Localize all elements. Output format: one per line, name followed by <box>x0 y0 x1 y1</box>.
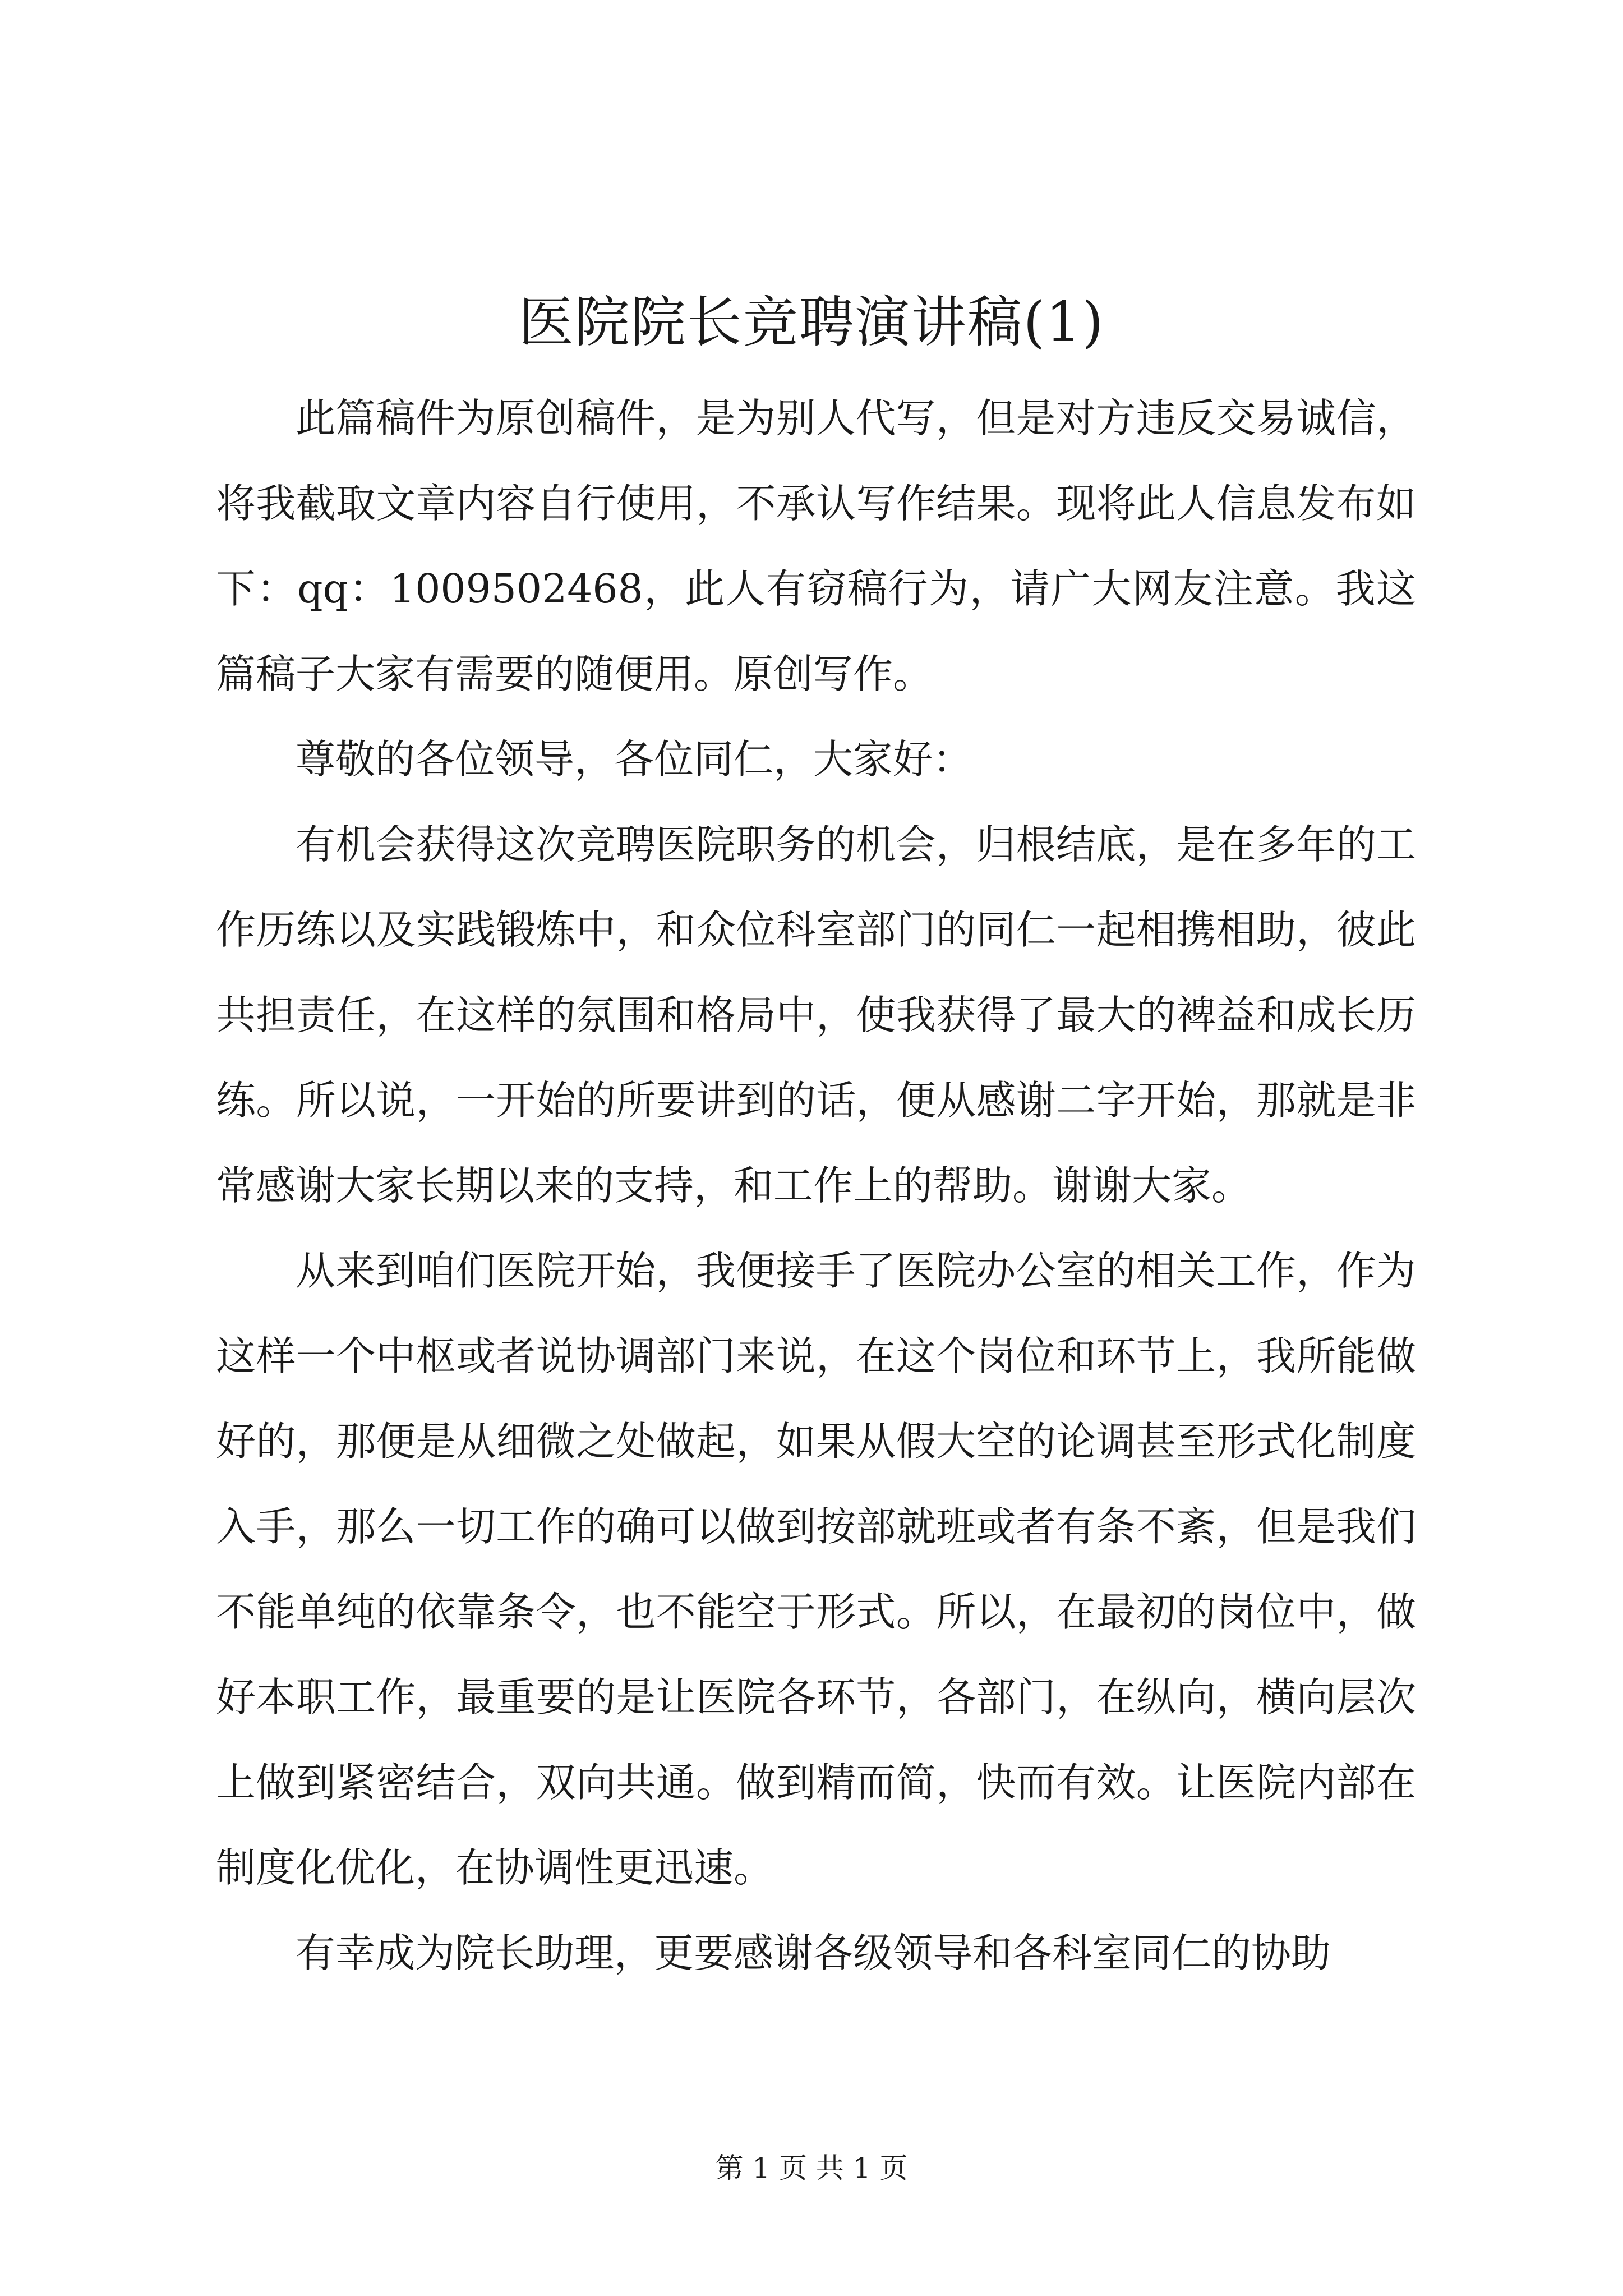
page-footer: 第 1 页 共 1 页 <box>715 2152 908 2184</box>
paragraph-notice: 此篇稿件为原创稿件，是为别人代写，但是对方违反交易诚信，将我截取文章内容自行使用，不承认写作结果。现将此人信息发布如下：qq：1009502468，此人有窃稿行为，请广大网友注意。我这篇稿子大家有需要的随便用。原创写作。 <box>216 395 1416 697</box>
document-title: 医院院长竞聘演讲稿(1) <box>518 291 1105 355</box>
document-body <box>216 376 1416 1996</box>
paragraph-greeting: 尊敬的各位领导，各位同仁，大家好： <box>296 736 973 783</box>
paragraph-thanks: 有机会获得这次竞聘医院职务的机会，归根结底，是在多年的工作历练以及实践锻炼中，和众位科室部门的同仁一起相携相助，彼此共担责任，在这样的氛围和格局中，使我获得了最大的裨益和成长历练。所以说，一开始的所要讲到的话，便从感谢二字开始，那就是非常感谢大家长期以来的支持，和工作上的帮助。谢谢大家。 <box>216 821 1416 1209</box>
paragraph-office-work: 从来到咱们医院开始，我便接手了医院办公室的相关工作，作为这样一个中枢或者说协调部门来说，在这个岗位和环节上，我所能做好的，那便是从细微之处做起，如果从假大空的论调甚至形式化制度入手，那么一切工作的确可以做到按部就班或者有条不紊，但是我们不能单纯的依靠条令，也不能空于形式。所以，在最初的岗位中，做好本职工作，最重要的是让医院各环节，各部门，在纵向，横向层次上做到紧密结合，双向共通。做到精而简，快而有效。让医院内部在制度化优化，在协调性更迅速。 <box>216 1248 1416 1891</box>
paragraph-assistant: 有幸成为院长助理，更要感谢各级领导和各科室同仁的协助 <box>296 1930 1331 1976</box>
